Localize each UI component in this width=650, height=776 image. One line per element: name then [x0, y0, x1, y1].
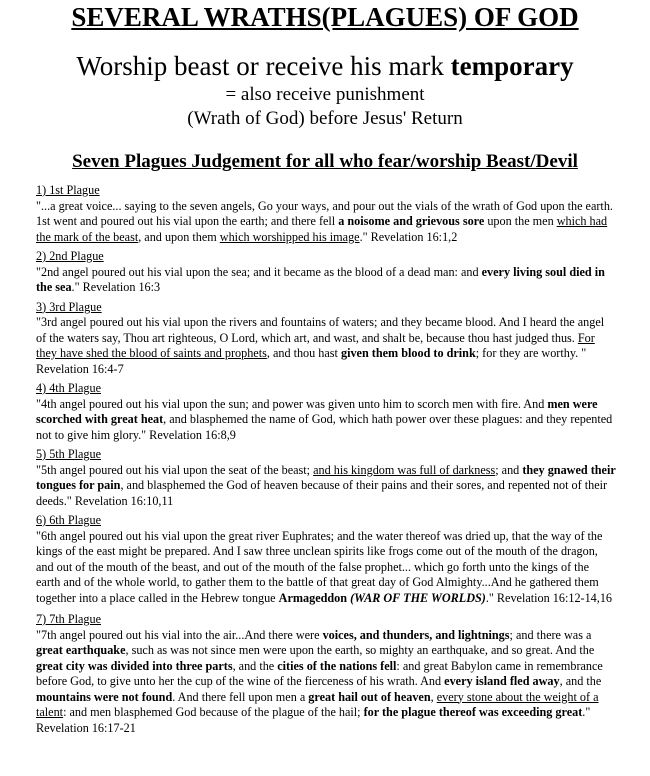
plague-entry — [36, 381, 616, 443]
section-heading: Seven Plagues Judgement for all who fear/worship Beast/Devil — [72, 151, 578, 172]
emphasized-phrase: for the plague thereof was exceeding great — [363, 705, 583, 719]
plague-text: "5th angel poured out his vial upon the seat of the beast; and his kingdom was full of darkness; and they gnawed their tongues for pain, and blasphemed the God of heaven because of their pains and their sores, and repented not of their deeds." Revelation 16:10,11 — [36, 462, 616, 508]
plague-label: 1) 1st Plague — [36, 183, 100, 197]
plague-label: 7) 7th Plague — [36, 612, 101, 626]
subtitle-line-2: = also receive punishment — [225, 84, 425, 105]
emphasized-phrase: every living soul died in the sea — [36, 264, 605, 294]
plague-list — [36, 183, 616, 740]
subtitle-emphasis: temporary — [450, 51, 574, 81]
plague-label: 5) 5th Plague — [36, 447, 101, 461]
plague-entry — [36, 612, 616, 736]
plague-label: 4) 4th Plague — [36, 381, 101, 395]
emphasized-phrase: men were scorched with great heat — [36, 396, 598, 426]
underlined-phrase: every stone about the weight of a talent — [36, 689, 599, 719]
plague-label: 6) 6th Plague — [36, 513, 101, 527]
plague-text: "7th angel poured out his vial into the air...And there were voices, and thunders, and lightnings; and there was a great earthquake, such as was not since men were upon the earth, so mighty an earthquake, and so great. And the great city was divided into three parts, and the cities of the nations fell: and great Babylon came in remembrance before God, to give unto her the cup of the wine of the fierceness of his wrath. And every island fled away, and the mountains were not found. And there fell upon men a great hail out of heaven, every stone about the weight of a talent: and men blasphemed God because of the plague of the hail; for the plague thereof was exceeding great." Revelation 16:17-21 — [36, 627, 603, 735]
plague-entry — [36, 447, 616, 509]
emphasized-phrase: they gnawed their tongues for pain — [36, 462, 616, 492]
plague-text: "3rd angel poured out his vial upon the rivers and fountains of waters; and they became blood. And I heard the angel of the waters say, Thou art righteous, O Lord, which art, and wast, and shalt be, because thou hast judged thus. For they have shed the blood of saints and prophets, and thou hast given them blood to drink; for they are worthy. " Revelation 16:4-7 — [36, 315, 605, 376]
underlined-phrase: which worshipped his image — [219, 229, 360, 244]
plague-text: "4th angel poured out his vial upon the sun; and power was given unto him to scorch men with fire. And men were scorched with great heat, and blasphemed the name of God, which hath power over these plagues: and they repented not to give him glory." Revelation 16:8,9 — [36, 396, 613, 442]
plague-text: "2nd angel poured out his vial upon the sea; and it became as the blood of a dead man: and every living soul died in the sea." Revelation 16:3 — [36, 264, 605, 294]
document-title: SEVERAL WRATHS(PLAGUES) OF GOD — [71, 2, 579, 32]
subtitle-line-1 — [0, 50, 650, 82]
plague-text: "6th angel poured out his vial upon the great river Euphrates; and the water thereof was dried up, that the way of the kings of the east might be prepared. And I saw three unclean spirits like frogs come out of the mouth of the dragon, and out of the mouth of the beast, and out of the mouth of the false prophet... which go forth unto the kings of the earth and of the whole world, to gather them to the battle of that great day of God Almighty...And he gathered them together into a place called in the Hebrew tongue Armageddon (WAR OF THE WORLDS)." Revelation 16:12-14,16 — [36, 528, 613, 605]
plague-entry — [36, 513, 616, 606]
emphasized-phrase: given them blood to drink — [340, 346, 476, 360]
plague-entry — [36, 249, 616, 296]
subtitle-line-3: (Wrath of God) before Jesus' Return — [187, 108, 463, 129]
emphasized-phrase: great hail out of heaven — [308, 689, 431, 704]
emphasized-phrase: every island fled away — [444, 674, 560, 688]
underlined-phrase: and his kingdom was full of darkness — [313, 462, 496, 477]
subtitle-plain: Worship beast or receive his mark — [76, 51, 451, 81]
emphasized-phrase: Armageddon — [278, 590, 348, 605]
emphasized-phrase: great earthquake — [36, 643, 126, 657]
plague-entry — [36, 300, 616, 378]
emphasized-phrase: voices, and thunders, and lightnings — [322, 627, 510, 642]
plague-entry — [36, 183, 616, 245]
emphasized-phrase: mountains were not found — [36, 689, 173, 704]
emphasized-phrase: great city was divided into three parts — [36, 658, 233, 673]
emphasized-phrase: (WAR OF THE WORLDS) — [350, 590, 486, 605]
emphasized-phrase: cities of the nations fell — [277, 658, 397, 673]
underlined-phrase: For they have shed the blood of saints and prophets — [36, 330, 595, 360]
emphasized-phrase: a noisome and grievous sore — [338, 214, 485, 228]
plague-label: 2) 2nd Plague — [36, 249, 104, 263]
underlined-phrase: which had the mark of the beast — [36, 214, 608, 244]
plague-text: "...a great voice... saying to the seven angels, Go your ways, and pour out the vials of the wrath of God upon the earth. 1st went and poured out his vial upon the earth; and there fell a noisome and grievous sore upon the men which had the mark of the beast, and upon them which worshipped his image." Revelation 16:1,2 — [36, 198, 613, 244]
plague-label: 3) 3rd Plague — [36, 299, 102, 314]
